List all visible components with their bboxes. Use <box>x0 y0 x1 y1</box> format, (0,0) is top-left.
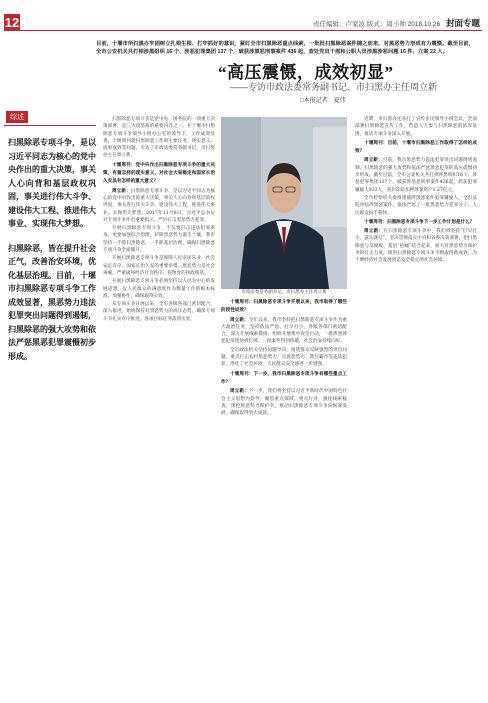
article-paragraph <box>103 116 215 160</box>
paragraph-text: 目前，我市黑恶势力违法犯罪突出问题得到遏制，扫黑除恶的强大攻势和依法严惩黑恶犯罪的高压震慑初步形成。截至目前，全市公安机关共打掉涉黑组织16个、涉恶犯罪集团137个，破获涉黑恶刑事案件436起，抓获犯罪嫌疑人933人，查封冻结扣押涉案资产1.27亿元。 <box>355 158 477 193</box>
designer-label: 版式：周小帅 <box>366 21 406 28</box>
interview-question <box>103 161 215 186</box>
article-paragraph <box>103 255 215 277</box>
sidebar-pull-quote: 扫黑除恶专项斗争，是以习近平同志为核心的党中央作出的重大决策，事关人心向背和基层政权巩固，事关进行伟大斗争、建设伟大工程、推进伟大事业、实现伟大梦想。 <box>8 138 96 228</box>
answer-label: 周立新： <box>364 228 384 234</box>
article-column-2 <box>221 298 347 418</box>
paragraph-text: 开展扫黑除恶专项斗争是保障人民安居乐业、社会安定有序、国家长治久安的重要举措。黑恶势力是社会毒瘤，严重破坏经济社会秩序，侵蚀党的执政根基。 <box>103 256 215 276</box>
article-paragraph <box>103 301 215 323</box>
subtitle: ——专访市政法委常务副书记、市扫黑办主任周立新 <box>230 82 438 92</box>
sidebar-pull-quote: 扫黑除恶，皆在提升社会正气，改善治安环境，优化基层治理。目前，十堰市扫黑除恶专项斗争工作成效显著，黑恶势力违法犯罪突出问题得到遏制，扫黑除恶的强大攻势和依法严惩黑恶犯罪震慑初步形成。 <box>8 243 96 361</box>
question-label: 十堰周刊： <box>112 161 136 167</box>
answer-label: 周立新： <box>364 157 383 163</box>
interview-answer <box>355 227 477 264</box>
question-label: 十堰周刊： <box>230 370 254 376</box>
interview-question <box>221 298 347 315</box>
interview-question <box>355 218 477 226</box>
sidebar <box>4 104 96 363</box>
answer-label: 周立新： <box>112 187 131 193</box>
page-header <box>0 0 488 32</box>
paragraph-text: 扫黑除恶专项斗争下一步工作计划是什么？ <box>386 218 475 224</box>
article-column-3 <box>355 116 477 266</box>
paragraph-text: 党中央作出扫黑除恶专项斗争的重大决策，有着怎样的现实意义，对社会大局稳定和国家长治久安具有怎样的重大意义？ <box>103 161 215 184</box>
portrait-photo <box>221 117 347 289</box>
portrait-illustration <box>221 117 347 289</box>
photo-caption: 市政法委常务副书记、市扫黑办主任周立新 <box>241 289 327 294</box>
article-paragraph <box>355 116 477 138</box>
interview-answer <box>221 316 347 346</box>
interview-question <box>355 139 477 156</box>
article-paragraph <box>103 225 215 254</box>
headline: “高压震慑，成效初显” <box>218 63 394 82</box>
paragraph-text: 全市政法机关坚持问题导向，围绕群众反映强烈的突出问题，重点打击农村黑恶势力、宗族恶势力、欺行霸市等违法犯罪，净化了社会环境，人民群众安全感进一步增强。 <box>221 347 347 368</box>
interview-answer <box>221 387 347 417</box>
answer-label: 周立新： <box>230 388 249 394</box>
paragraph-text: 今年以来，我市坚持把扫黑除恶专项斗争作为重大政治任务，坚持依法严惩、打早打小，各级各部门密切配合，深入开展线索摸排，组织开展集中攻坚行动，一批涉黑涉恶犯罪团伙被打掉，一批案件得到侦破，社会治安持续向好。 <box>221 317 347 345</box>
question-label: 十堰周刊： <box>364 139 388 145</box>
paragraph-text: 从专项斗争开展以来，全市各级各部门密切配合，深入推进，始终保持对黑恶势力的高压态势，确保专项斗争扎实有序推进，各项目标任务落到实处。 <box>103 302 215 322</box>
article-paragraph <box>103 278 215 300</box>
article-paragraph <box>355 195 477 217</box>
paragraph-text: 扫黑除恶专项斗争，是以习近平同志为核心的党中央作出的重大决策，事关人心向背和基层政权巩固，事关进行伟大斗争、建设伟大工程、推进伟大事业、实现伟大梦想。2017年11月8日，习近平总书记对专项斗争作出重要指示，严厉打击黑恶势力犯罪。 <box>103 188 215 223</box>
paragraph-text: 扫黑除恶专项斗争开展以来，我市取得了哪些阶段性成效？ <box>221 299 347 313</box>
paragraph-text: 下一步，我们将坚持以习近平新时代中国特色社会主义思想为指导，聚焦重点领域、重点行业，强化线索核查，深挖黑恶势力保护伞，推动扫黑除恶专项斗争向纵深发展，确保取得更大成效。 <box>221 389 347 417</box>
paragraph-text: 开展扫黑除恶专项斗争，不仅要打击违法犯罪本身，更要加强综合治理，铲除黑恶势力滋生土壤。我市坚持一手抓扫黑除恶，一手抓基层治理，确保扫黑除恶专项斗争全面铺开。 <box>103 226 215 254</box>
article-column-1 <box>103 116 215 324</box>
article-paragraph <box>221 347 347 369</box>
paragraph-text: 全市检察机关批准逮捕涉黑恶案件犯罪嫌疑人，全市法院审结涉黑恶案件，依法严惩了一批黑恶势力犯罪分子，人民群众拍手称快。 <box>355 195 477 216</box>
question-label: 十堰周刊： <box>364 218 387 224</box>
header-rule <box>4 30 482 31</box>
interview-answer <box>103 187 215 224</box>
paragraph-text: 近期，市扫黑办还举行了宣传市民领导小组会议，全面部署扫黑除恶宣传工作，营造人人参与扫黑除恶的浓厚氛围，推动专项斗争深入开展。 <box>355 117 477 137</box>
sidebar-rule <box>4 125 96 126</box>
paragraph-text: 目前，十堰市扫黑除恶工作取得了怎样的成效？ <box>355 139 477 154</box>
paragraph-text: 在扫黑除恶专项斗争中，我们将坚持“打早打小、露头就打”，坚决贯彻落实中央和省委决策部署，把扫黑除恶与反腐败、基层“拍蝇”结合起来，加大对黑恶势力保护伞的打击力度，推进扫黑除恶专项斗争不断取得新成效，为十堰经济社会发展创造安全稳定的社会环境。 <box>355 229 477 264</box>
header-meta <box>313 17 480 29</box>
issue-date: 2018.10.26 <box>407 21 441 28</box>
paragraph-text: 开展扫黑除恶专项斗争必须坚持以人民为中心的发展思想，以人民群众的满意度作为衡量工作的根本标准，加强协作，确保取得实效。 <box>103 279 215 299</box>
editor-label: 责任编辑：卢家波 <box>313 21 365 28</box>
intro-lead: 目前，十堰市所扫黑办牢固树立扎根生根、打牢抓好的意识，紧盯全市扫黑除恶重点线索，一批批扫黑除恶案件随之而来，对黑恶势力形成有力震慑。截至目前，全市公安机关共打掉涉黑组织 16 个、涉恶犯罪集团 137 个，破获涉黑恶刑事案件 436 起，查处党员干部和公职人员涉黑涉恶问题 16 件，立案 22 人。 <box>96 41 474 56</box>
answer-label: 周立新： <box>230 316 249 322</box>
paragraph-text: 扫黑除恶专项斗争是党中央、国务院的一项重大决策部署，是三大攻坚战的重要内容之一。在十堰市扫黑除恶专项斗争领导小组办公室的领导下，工作成效显著。十堰周刊就扫黑除恶工作的主要任务、现实意义、成果成效等问题，专访了市政法委常务副书记、市扫黑办主任周立新。 <box>103 117 215 159</box>
section-title: 封面专题 <box>445 18 480 28</box>
question-label: 十堰周刊： <box>230 299 254 304</box>
interview-answer <box>355 156 477 193</box>
sidebar-label: 综述 <box>6 111 28 123</box>
byline: □本报记者 夏伟 <box>300 98 346 104</box>
interview-question <box>221 370 347 387</box>
paragraph-text: 下一步，我市扫黑除恶专项斗争有哪些重点工作？ <box>221 370 347 384</box>
page-number: 12 <box>4 15 20 30</box>
